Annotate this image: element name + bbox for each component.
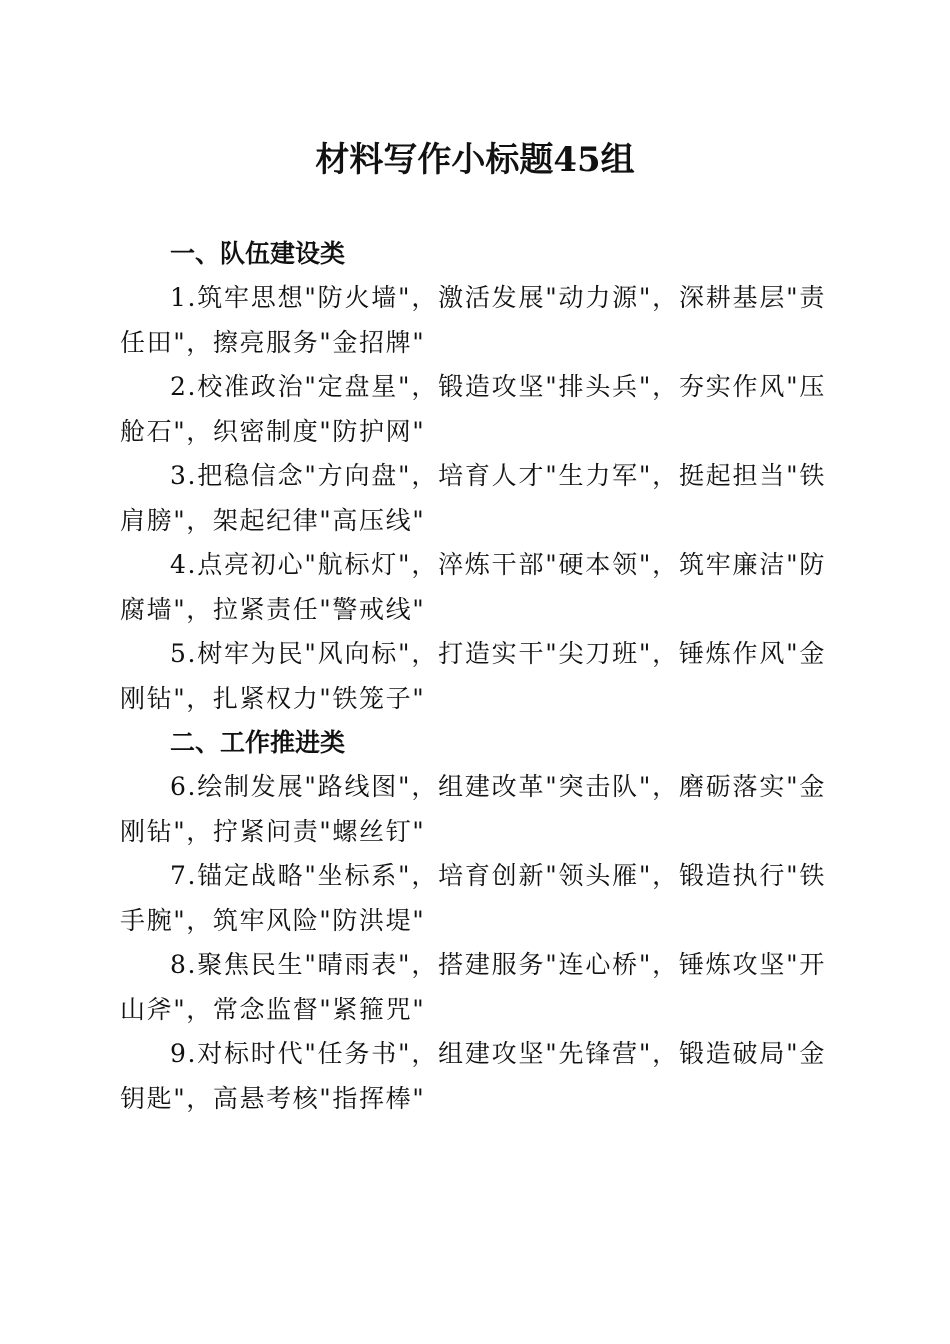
document-title: 材料写作小标题45组 [315,140,635,180]
section-heading: 一、队伍建设类 [170,239,346,268]
document-body [120,232,826,1121]
section-work-promotion [120,721,826,1121]
section-team-building [120,232,826,721]
list-item: 7.锚定战略"坐标系"，培育创新"领头雁"，锻造执行"铁手腕"，筑牢风险"防洪堤" [120,861,826,935]
list-item: 4.点亮初心"航标灯"，淬炼干部"硬本领"，筑牢廉洁"防腐墙"，拉紧责任"警戒线" [120,550,826,624]
list-item: 8.聚焦民生"晴雨表"，搭建服务"连心桥"，锤炼攻坚"开山斧"，常念监督"紧箍咒" [120,950,826,1024]
list-item: 1.筑牢思想"防火墙"，激活发展"动力源"，深耕基层"责任田"，擦亮服务"金招牌" [120,283,826,357]
list-item: 5.树牢为民"风向标"，打造实干"尖刀班"，锤炼作风"金刚钻"，扎紧权力"铁笼子" [120,639,826,713]
list-item: 2.校准政治"定盘星"，锻造攻坚"排头兵"，夯实作风"压舱石"，织密制度"防护网" [120,372,826,446]
list-item: 6.绘制发展"路线图"，组建改革"突击队"，磨砺落实"金刚钻"，拧紧问责"螺丝钉" [120,772,826,846]
section-heading: 二、工作推进类 [170,728,346,757]
list-item: 3.把稳信念"方向盘"，培育人才"生力军"，挺起担当"铁肩膀"，架起纪律"高压线" [120,461,826,535]
list-item: 9.对标时代"任务书"，组建攻坚"先锋营"，锻造破局"金钥匙"，高悬考核"指挥棒" [120,1039,826,1113]
